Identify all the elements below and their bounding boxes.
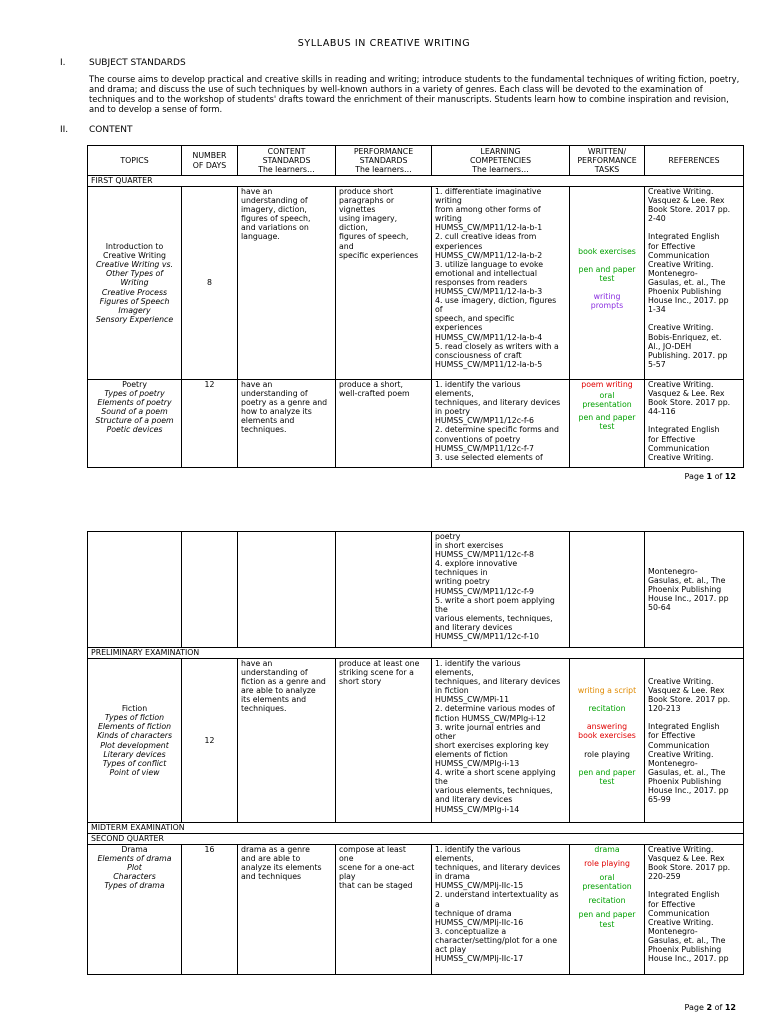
topic-main: Drama <box>121 845 148 854</box>
task-item: recitation <box>588 896 626 906</box>
tasks-cell <box>570 659 645 823</box>
content-standard-cell: have an understanding of fiction as a genre and are able to analyze its elements and techniques. <box>238 659 336 823</box>
band-label: FIRST QUARTER <box>88 176 744 187</box>
references-cell: Creative Writing. Vasquez & Lee. Rex Book Store. 2017 pp. 220-259 Integrated English for Effective Communication Creative Writing. Montenegro- Gasulas, et. al., The Phoenix Publishing House Inc., 2017. pp <box>645 845 744 975</box>
page-total: 12 <box>724 1003 736 1012</box>
performance-standard-cell <box>336 532 432 648</box>
band-label: SECOND QUARTER <box>88 834 744 845</box>
header-references: REFERENCES <box>645 146 744 176</box>
header-learning-competencies: LEARNING COMPETENCIES The learners… <box>432 146 570 176</box>
of-word: of <box>714 472 723 481</box>
page-word: Page <box>684 472 704 481</box>
header-days: NUMBER OF DAYS <box>182 146 238 176</box>
task-item: oral presentation <box>582 391 632 410</box>
topic-main: Poetry <box>122 380 147 389</box>
table-row-poetry <box>88 380 744 468</box>
days-cell <box>182 532 238 648</box>
task-item: role playing <box>584 859 630 869</box>
performance-standard-cell: produce short paragraphs or vignettes using imagery, diction, figures of speech, and specific experiences <box>336 187 432 380</box>
header-tasks: WRITTEN/ PERFORMANCE TASKS <box>570 146 645 176</box>
document-title: SYLLABUS IN CREATIVE WRITING <box>297 38 471 49</box>
competencies-cell: 1. identify the various elements, techniques, and literary devices in fiction HUMSS_CW/MPi-11 2. determine various modes of fiction HUMSS_CW/MPIg-i-12 3. write journal entries and other short exercises exploring key elements of fiction HUMSS_CW/MPIg-i-13 4. write a short scene applying the various elements, techniques, and literary devices HUMSS_CW/MPIg-i-14 <box>432 659 570 823</box>
page-word: Page <box>684 1003 704 1012</box>
table-row-poetry-continued <box>88 532 744 648</box>
performance-standard-cell: produce at least one striking scene for a short story <box>336 659 432 823</box>
topic-subtopics: Types of fiction Elements of fiction Kinds of characters Plot development Literary devices Types of conflict Point of view <box>96 713 173 777</box>
task-item: drama <box>594 845 620 854</box>
band-label: MIDTERM EXAMINATION <box>88 823 744 834</box>
topic-cell <box>88 380 182 468</box>
task-item: oral presentation <box>582 873 632 892</box>
content-standard-cell: have an understanding of imagery, diction, figures of speech, and variations on language. <box>238 187 336 380</box>
band-label: PRELIMINARY EXAMINATION <box>88 648 744 659</box>
band-second-quarter <box>88 834 744 845</box>
page-total: 12 <box>724 472 736 481</box>
page-current: 2 <box>706 1003 713 1012</box>
competencies-cell: 1. identify the various elements, techniques, and literary devices in drama HUMSS_CW/MPIj-IIc-15 2. understand intertextuality as a technique of drama HUMSS_CW/MPIj-IIc-16 3. conceptualize a character/setting/plot for a one act play HUMSS_CW/MPIj-IIc-17 <box>432 845 570 975</box>
page-current: 1 <box>706 472 713 481</box>
content-standard-cell: drama as a genre and are able to analyze its elements and techniques <box>238 845 336 975</box>
task-item: writing a script <box>577 686 637 696</box>
page-number-2 <box>685 1003 736 1012</box>
task-item: pen and paper test <box>578 767 636 786</box>
topic-subtopics: Creative Writing vs. Other Types of Writing Creative Process Figures of Speech Imagery Sensory Experience <box>95 260 174 324</box>
content-table-page-1 <box>87 145 744 468</box>
header-content-standards: CONTENT STANDARDS The learners… <box>238 146 336 176</box>
days-cell: 16 <box>182 845 238 975</box>
task-item: writing prompts <box>590 292 624 311</box>
section-title-standards: SUBJECT STANDARDS <box>89 58 186 68</box>
page-number-1 <box>685 472 736 481</box>
topic-subtopics: Types of poetry Elements of poetry Sound of a poem Structure of a poem Poetic devices <box>95 389 174 435</box>
section-number-content: II. <box>60 125 69 135</box>
header-performance-standards: PERFORMANCE STANDARDS The learners… <box>336 146 432 176</box>
references-cell: Creative Writing. Vasquez & Lee. Rex Book Store. 2017 pp. 2-40 Integrated English for Effective Communication Creative Writing. Montenegro- Gasulas, et. al., The Phoenix Publishing House Inc., 2017. pp 1-34 Creative Writing. Bobis-Enriquez, et. Al., JO-DEH Publishing. 2017. pp 5-57 <box>645 187 744 380</box>
references-cell: Creative Writing. Vasquez & Lee. Rex Book Store. 2017 pp. 120-213 Integrated English for Effective Communication Creative Writing. Montenegro- Gasulas, et. al., The Phoenix Publishing House Inc., 2017. pp 65-99 <box>645 659 744 823</box>
table-row-fiction <box>88 659 744 823</box>
tasks-cell <box>570 187 645 380</box>
task-item: book exercises <box>578 246 636 256</box>
band-first-quarter <box>88 176 744 187</box>
task-item: answering book exercises <box>578 722 636 741</box>
topic-cell <box>88 659 182 823</box>
standards-paragraph: The course aims to develop practical and creative skills in reading and writing; introduce students to the fundamental techniques of writing fiction, poetry, and drama; and discuss the use of such techniques by well-known authors in a variety of genres. Each class will be devoted to the examination of techniques and to the workshop of students' drafts toward the enrichment of their manuscripts. Students learn how to combine inspiration and revision, and to develop a sense of form. <box>89 74 740 114</box>
tasks-cell <box>570 532 645 648</box>
topic-subtopics: Elements of drama Plot Characters Types of drama <box>97 854 172 891</box>
days-cell: 8 <box>182 187 238 380</box>
table-row-drama <box>88 845 744 975</box>
section-number-standards: I. <box>60 58 66 68</box>
topic-cell <box>88 845 182 975</box>
topic-cell <box>88 532 182 648</box>
task-item: recitation <box>588 704 626 714</box>
competencies-cell: 1. differentiate imaginative writing from among other forms of writing HUMSS_CW/MP11/12-Ia-b-1 2. cull creative ideas from experiences HUMSS_CW/MP11/12-Ia-b-2 3. utilize language to evoke emotional and intellectual responses from readers HUMSS_CW/MP11/12-Ia-b-3 4. use imagery, diction, figures of speech, and specific experiences HUMSS_CW/MP11/12-Ia-b-4 5. read closely as writers with a consciousness of craft HUMSS_CW/MP11/12-Ia-b-5 <box>432 187 570 380</box>
task-item: role playing <box>584 749 630 759</box>
task-item: poem writing <box>581 380 633 389</box>
topic-cell <box>88 187 182 380</box>
task-item: pen and paper test <box>578 413 636 432</box>
section-title-content: CONTENT <box>89 125 133 135</box>
performance-standard-cell: compose at least one scene for a one-act play that can be staged <box>336 845 432 975</box>
of-word: of <box>714 1003 723 1012</box>
competencies-cell: 1. identify the various elements, techniques, and literary devices in poetry HUMSS_CW/MP11/12c-f-6 2. determine specific forms and conventions of poetry HUMSS_CW/MP11/12c-f-7 3. use selected elements of <box>432 380 570 468</box>
topic-main: Fiction <box>121 704 148 714</box>
content-standard-cell: have an understanding of poetry as a genre and how to analyze its elements and techniques. <box>238 380 336 468</box>
band-preliminary-exam <box>88 648 744 659</box>
references-cell: Creative Writing. Vasquez & Lee. Rex Book Store. 2017 pp. 44-116 Integrated English for Effective Communication Creative Writing. <box>645 380 744 468</box>
tasks-cell <box>570 380 645 468</box>
performance-standard-cell: produce a short, well-crafted poem <box>336 380 432 468</box>
header-topics: TOPICS <box>88 146 182 176</box>
references-cell: Montenegro- Gasulas, et. al., The Phoenix Publishing House Inc., 2017. pp 50-64 <box>645 532 744 648</box>
task-item: pen and paper test <box>578 264 636 283</box>
topic-main: Introduction to Creative Writing <box>102 242 166 261</box>
task-item: pen and paper test <box>578 910 636 929</box>
table-header-row <box>88 146 744 176</box>
content-table-page-2 <box>87 531 744 975</box>
competencies-cell: poetry in short exercises HUMSS_CW/MP11/12c-f-8 4. explore innovative techniques in writing poetry HUMSS_CW/MP11/12c-f-9 5. write a short poem applying the various elements, techniques, and literary devices HUMSS_CW/MP11/12c-f-10 <box>432 532 570 648</box>
days-cell: 12 <box>182 659 238 823</box>
days-cell: 12 <box>182 380 238 468</box>
table-row-intro <box>88 187 744 380</box>
tasks-cell <box>570 845 645 975</box>
content-standard-cell <box>238 532 336 648</box>
band-midterm-exam <box>88 823 744 834</box>
